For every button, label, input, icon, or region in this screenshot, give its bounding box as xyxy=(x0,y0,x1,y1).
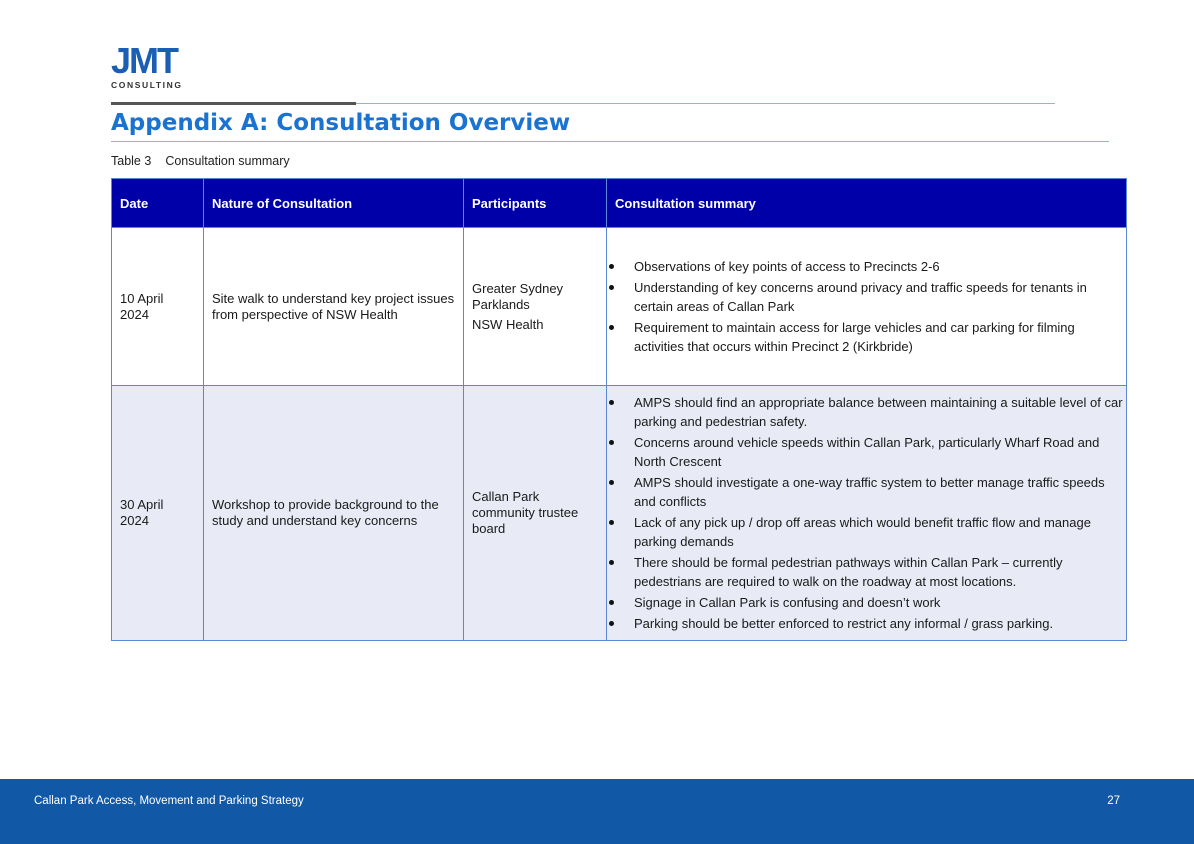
footer-doc-title: Callan Park Access, Movement and Parking Strategy xyxy=(34,795,304,807)
table-row xyxy=(112,386,1127,641)
page-title: Appendix A: Consultation Overview xyxy=(111,110,571,136)
participants-cell xyxy=(464,228,607,386)
title-rule xyxy=(111,141,1109,142)
header-date: Date xyxy=(112,179,204,228)
summary-item: AMPS should find an appropriate balance between maintaining a suitable level of car parking and pedestrian safety. xyxy=(609,393,1126,431)
logo-sub: CONSULTING xyxy=(111,80,183,90)
summary-item: Concerns around vehicle speeds within Callan Park, particularly Wharf Road and North Crescent xyxy=(609,433,1126,471)
summary-item: Lack of any pick up / drop off areas which would benefit traffic flow and manage parking demands xyxy=(609,513,1126,551)
header-participants: Participants xyxy=(464,179,607,228)
participant: NSW Health xyxy=(472,316,544,332)
summary-item: Parking should be better enforced to restrict any informal / grass parking. xyxy=(609,614,1126,633)
header-nature: Nature of Consultation xyxy=(204,179,464,228)
header-summary: Consultation summary xyxy=(607,179,1127,228)
jmt-logo xyxy=(111,40,191,90)
table-header-row xyxy=(112,179,1127,228)
logo-main: JMT xyxy=(111,40,177,81)
date-cell: 30 April 2024 xyxy=(112,386,204,641)
summary-item: There should be formal pedestrian pathways within Callan Park – currently pedestrians are required to walk on the roadway at most locations. xyxy=(609,553,1126,591)
summary-cell xyxy=(607,228,1127,386)
page-number: 27 xyxy=(1107,795,1120,807)
summary-item: Understanding of key concerns around privacy and traffic speeds for tenants in certain areas of Callan Park xyxy=(609,278,1126,316)
table-caption xyxy=(111,154,304,168)
table-row xyxy=(112,228,1127,386)
participant: Greater Sydney Parklands xyxy=(472,280,564,312)
participant: Callan Park community trustee board xyxy=(472,489,579,536)
participants-cell xyxy=(464,386,607,641)
caption-text: Consultation summary xyxy=(165,154,290,168)
summary-item: Observations of key points of access to Precincts 2-6 xyxy=(609,257,1126,276)
caption-number: Table 3 xyxy=(111,154,152,168)
date-cell: 10 April 2024 xyxy=(112,228,204,386)
page-footer xyxy=(0,779,1194,844)
summary-item: Signage in Callan Park is confusing and doesn’t work xyxy=(609,593,1126,612)
nature-cell: Site walk to understand key project issues from perspective of NSW Health xyxy=(204,228,464,386)
summary-item: Requirement to maintain access for large vehicles and car parking for filming activities that occurs within Precinct 2 (Kirkbride) xyxy=(609,318,1126,356)
consultation-table xyxy=(111,178,1127,641)
summary-cell xyxy=(607,386,1127,641)
summary-item: AMPS should investigate a one-way traffic system to better manage traffic speeds and conflicts xyxy=(609,473,1126,511)
header-rule-accent xyxy=(111,102,356,105)
nature-cell: Workshop to provide background to the study and understand key concerns xyxy=(204,386,464,641)
